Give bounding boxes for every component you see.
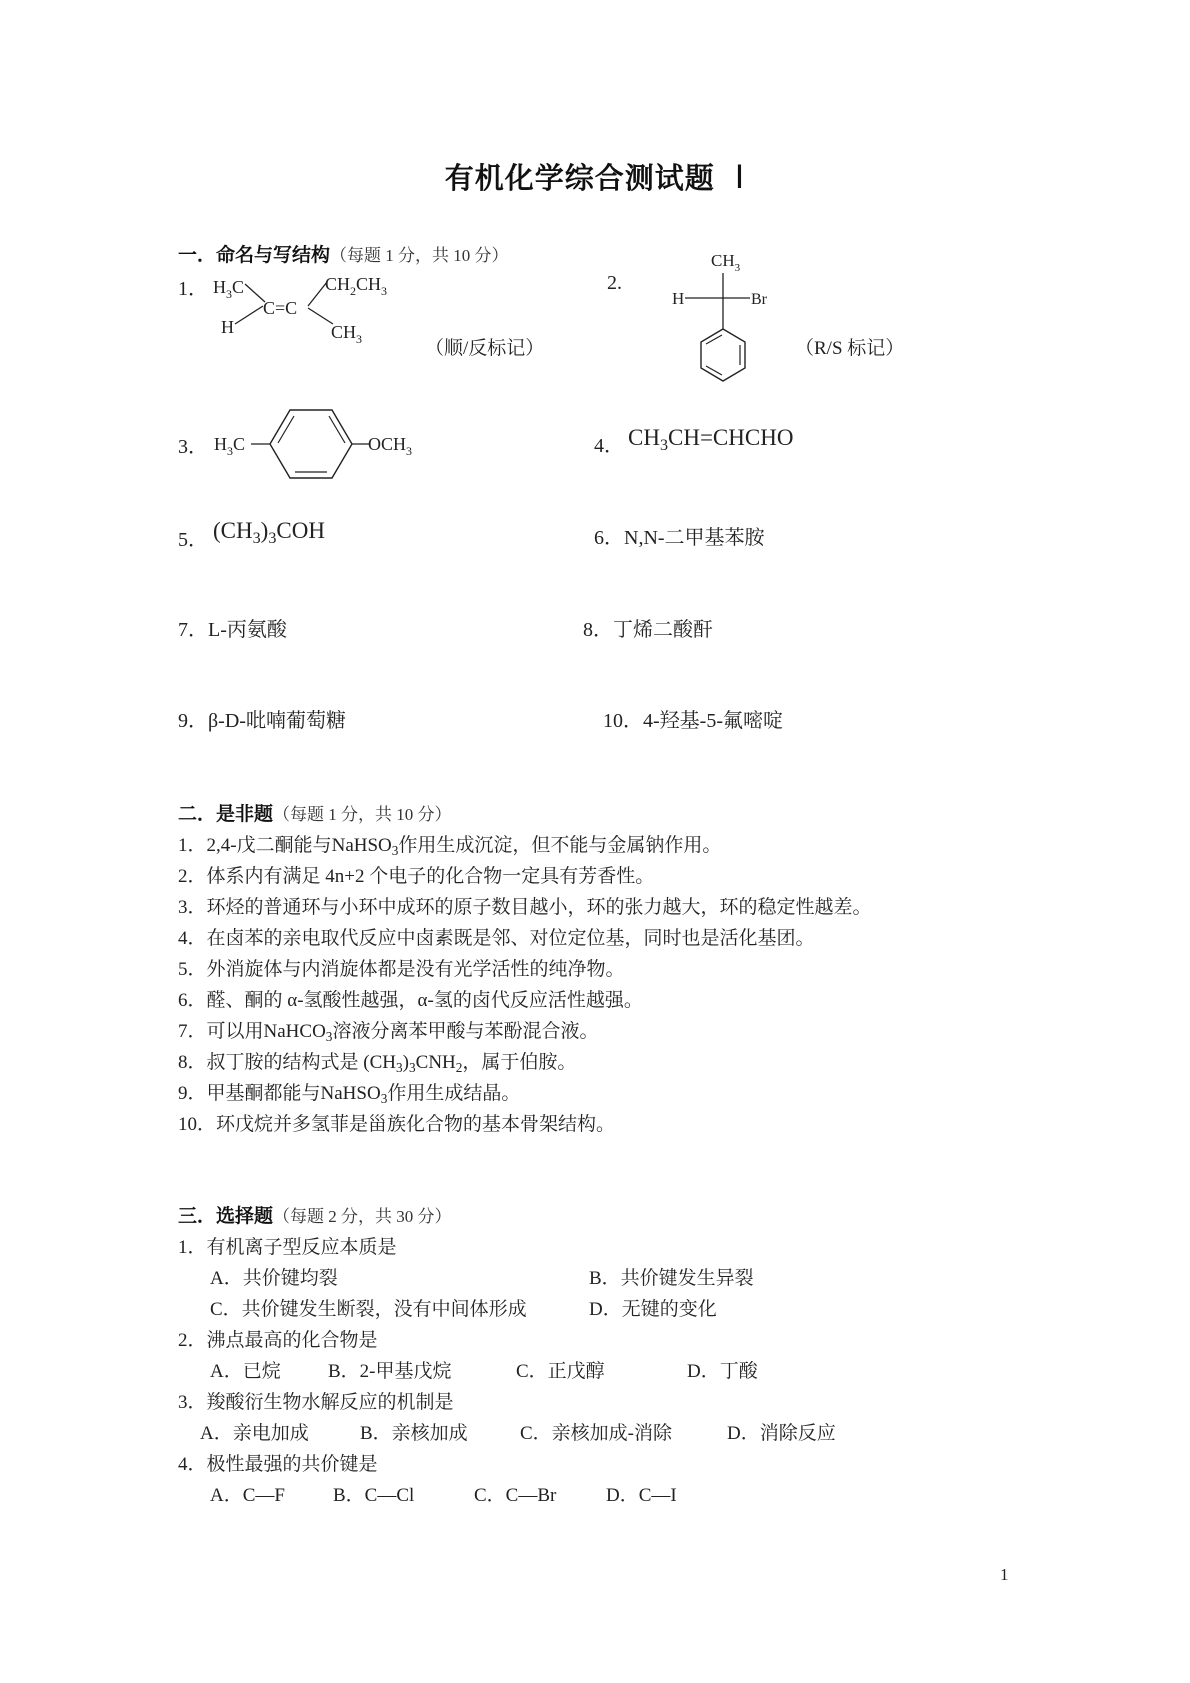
s3-q1-stem: [178, 1232, 397, 1259]
s3-q1-option-b: B．共价键发生异裂: [589, 1268, 754, 1289]
section-1-heading: [178, 240, 509, 267]
s1-item-6: [594, 521, 765, 550]
s3-q2-stem: [178, 1325, 378, 1352]
item-number: 1．: [178, 1237, 207, 1258]
formula-part: (CH: [213, 518, 253, 543]
item-text: 丁烯二酸酐: [613, 619, 713, 641]
bond-line: [308, 308, 333, 324]
item-text: 醛、酮的 α-氢酸性越强，α-氢的卤代反应活性越强。: [206, 990, 643, 1011]
page-number: 1: [1000, 1565, 1009, 1584]
item-text: 极性最强的共价键是: [206, 1454, 378, 1475]
formula-subscript: 3: [380, 1090, 388, 1106]
s2-item-4: [178, 923, 815, 950]
structure-text: H: [221, 317, 234, 337]
item-text: 有机离子型反应本质是: [206, 1237, 397, 1258]
item-text: 作用生成结晶。: [387, 1083, 521, 1104]
s1-item-1-alkene-structure: [205, 268, 405, 348]
bond-line: [278, 416, 294, 443]
item-number: 3．: [178, 897, 207, 918]
item-text: 环烃的普通环与小环中成环的原子数目越小，环的张力越大，环的稳定性越差。: [206, 897, 872, 918]
s1-item-2-number: 2.: [607, 272, 622, 294]
s1-item-8: [583, 613, 713, 642]
formula-part: ): [260, 518, 269, 543]
title-text: 有机化学综合测试题: [444, 161, 715, 195]
structure-text: $CH_2CH_3$: [325, 274, 388, 298]
structure-text: $H_3C$: [214, 434, 246, 458]
formula-subscript: 3: [396, 1059, 403, 1075]
item-text: 作用生成沉淀，但不能与金属钠作用。: [398, 835, 722, 856]
item-number: 10．: [178, 1114, 217, 1135]
s1-item-4-number: 4．: [594, 435, 624, 457]
item-number: 9．: [178, 710, 208, 732]
item-text: N,N-二甲基苯胺: [624, 527, 765, 549]
item-number: 10．: [603, 710, 643, 732]
formula-subscript: 3: [325, 1028, 333, 1044]
item-number: 7．: [178, 619, 208, 641]
s3-q3-option-c: C．亲核加成-消除: [520, 1423, 673, 1444]
s3-q2-option-d: D．丁酸: [687, 1361, 758, 1382]
section-3-score-note: （每题 2 分，共 30 分）: [273, 1207, 452, 1226]
section-3-title: 三．选择题: [178, 1205, 274, 1227]
structure-text: $H_3C$: [213, 277, 245, 301]
item-number: 7．: [178, 1021, 207, 1042]
item-number: 4．: [178, 928, 207, 949]
item-text: 羧酸衍生物水解反应的机制是: [206, 1392, 454, 1413]
s2-item-9: [178, 1078, 520, 1105]
item-text: 在卤苯的亲电取代反应中卤素既是邻、对位定位基，同时也是活化基团。: [206, 928, 815, 949]
bond-line: [235, 306, 263, 324]
s3-q3-option-b: B．亲核加成: [360, 1423, 468, 1444]
item-text: 环戊烷并多氢菲是甾族化合物的基本骨架结构。: [216, 1114, 616, 1135]
item-text: L-丙氨酸: [208, 619, 287, 641]
item-text: 外消旋体与内消旋体都是没有光学活性的纯净物。: [206, 959, 625, 980]
s3-q4-option-a: A．C—F: [210, 1485, 285, 1506]
structure-text: $CH_3$: [711, 251, 741, 274]
s1-item-1-number: 1．: [178, 278, 208, 300]
s3-q4-option-c: C．C—Br: [474, 1485, 557, 1506]
item-number: 8．: [178, 1052, 207, 1073]
s1-item-1-hint: （顺/反标记）: [425, 338, 545, 359]
structure-text: Br: [751, 291, 767, 308]
s2-item-2: [178, 861, 654, 888]
s1-item-5-number: 5．: [178, 529, 208, 551]
s3-q1-option-d: D．无键的变化: [589, 1299, 717, 1320]
item-text: 4-羟基-5-氟嘧啶: [643, 710, 783, 732]
s1-item-4-formula: [628, 425, 794, 454]
s1-item-3-number: 3．: [178, 436, 208, 458]
item-text: CNH: [415, 1052, 456, 1073]
item-text: 甲基酮都能与NaHSO: [206, 1083, 381, 1104]
structure-text: H: [672, 289, 685, 308]
s3-q4-option-d: D．C—I: [606, 1485, 677, 1506]
bond-line: [706, 366, 722, 375]
s3-q3-option-a: A．亲电加成: [200, 1423, 309, 1444]
item-text: β-D-吡喃葡萄糖: [208, 710, 346, 732]
item-number: 5．: [178, 959, 207, 980]
s2-item-10: [178, 1109, 615, 1136]
formula-part: CH: [628, 425, 660, 450]
s3-q1-option-c: C．共价键发生断裂，没有中间体形成: [210, 1299, 527, 1320]
item-number: 6．: [178, 990, 207, 1011]
item-text: 可以用NaHCO: [206, 1021, 326, 1042]
formula-subscript: 3: [391, 842, 399, 858]
s2-item-5: [178, 954, 625, 981]
title-roman-numeral: Ⅰ: [734, 159, 746, 195]
section-1-score-note: （每题 1 分，共 10 分）: [330, 246, 509, 265]
item-number: 6．: [594, 527, 624, 549]
item-number: 8．: [583, 619, 613, 641]
s1-item-10: [603, 704, 783, 733]
item-number: 9．: [178, 1083, 207, 1104]
section-2-heading: [178, 799, 452, 826]
formula-subscript: 3: [408, 1059, 416, 1075]
s3-q4-option-b: B．C—Cl: [333, 1485, 415, 1506]
item-number: 3．: [178, 1392, 207, 1413]
s3-q1-option-a: A．共价键均裂: [210, 1268, 338, 1289]
bond-line: [706, 335, 722, 344]
item-text: 沸点最高的化合物是: [206, 1330, 378, 1351]
item-number: 4．: [178, 1454, 207, 1475]
item-number: 2．: [178, 866, 207, 887]
s3-q2-option-b: B．2-甲基戊烷: [328, 1361, 452, 1382]
s3-q2-option-c: C．正戊醇: [516, 1361, 605, 1382]
s3-q2-option-a: A．已烷: [210, 1361, 281, 1382]
bond-line: [329, 416, 345, 443]
item-text: 叔丁胺的结构式是 (CH: [206, 1052, 396, 1073]
s1-item-2-chiral-structure: [665, 248, 775, 383]
formula-subscript: 2: [455, 1059, 463, 1075]
benzene-ring: [270, 410, 352, 478]
item-number: 2．: [178, 1330, 207, 1351]
s3-q3-option-d: D．消除反应: [727, 1423, 836, 1444]
item-text: 体系内有满足 4n+2 个电子的化合物一定具有芳香性。: [206, 866, 655, 887]
s1-item-7: [178, 613, 287, 642]
s3-q3-stem: [178, 1387, 454, 1414]
item-text: ): [402, 1052, 409, 1073]
item-number: 1．: [178, 835, 207, 856]
document-title: [0, 156, 1190, 197]
formula-part: CH=CHCHO: [668, 425, 794, 450]
s1-item-5-formula: [213, 518, 325, 547]
s2-item-7: [178, 1016, 598, 1043]
benzene-ring: [701, 329, 745, 381]
item-text: 2,4-戊二酮能与NaHSO: [206, 835, 392, 856]
section-2-title: 二．是非题: [178, 803, 274, 825]
structure-text: $OCH_3$: [368, 434, 413, 458]
formula-part: COH: [276, 518, 325, 543]
s2-item-6: [178, 985, 643, 1012]
section-1-title: 一．命名与写结构: [178, 244, 331, 266]
section-2-score-note: （每题 1 分，共 10 分）: [273, 805, 452, 824]
formula-subscript: 3: [268, 529, 277, 547]
s1-item-2-hint: （R/S 标记）: [795, 338, 905, 359]
section-3-heading: [178, 1201, 452, 1228]
item-text: 溶液分离苯甲酸与苯酚混合液。: [332, 1021, 599, 1042]
structure-text: C=C: [263, 298, 298, 318]
item-text: ，属于伯胺。: [462, 1052, 577, 1073]
s1-item-9: [178, 704, 346, 733]
formula-subscript: 3: [252, 529, 261, 547]
structure-text: $CH_3$: [331, 322, 363, 346]
s3-q4-stem: [178, 1449, 378, 1476]
s2-item-1: [178, 830, 721, 857]
s1-item-3-aromatic-structure: [210, 405, 420, 485]
formula-subscript: 3: [659, 436, 668, 454]
bond-line: [245, 284, 265, 302]
s2-item-3: [178, 892, 872, 919]
s2-item-8: [178, 1047, 576, 1074]
